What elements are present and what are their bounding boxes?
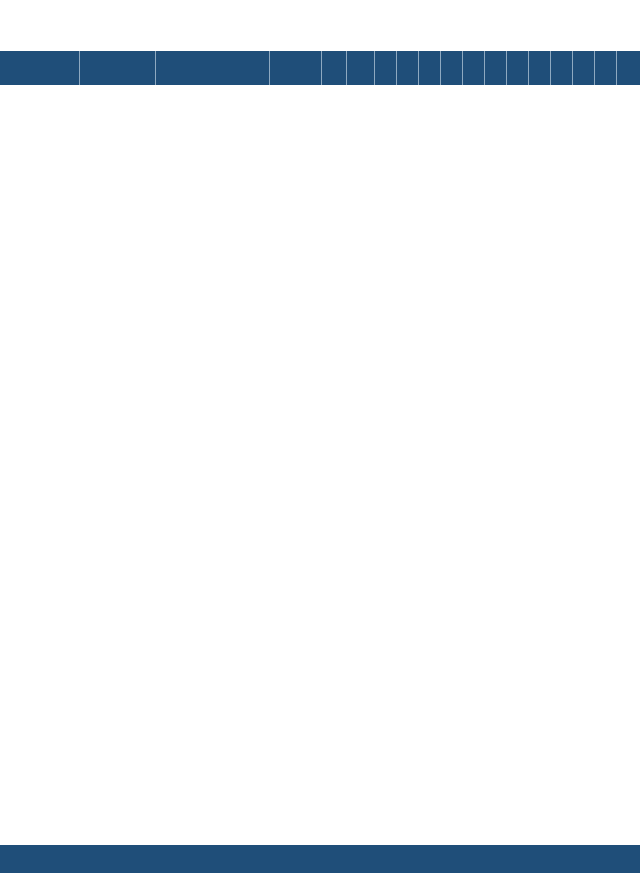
header-month-8 <box>529 51 551 85</box>
header-month-6 <box>485 51 507 85</box>
header-finance-subject <box>0 51 80 85</box>
header-month-11 <box>595 51 617 85</box>
header-month-3 <box>419 51 441 85</box>
page-title <box>0 0 640 51</box>
footnote <box>0 845 640 873</box>
cost-table <box>0 85 640 845</box>
header-admin-subject <box>80 51 156 85</box>
header-month-9 <box>551 51 573 85</box>
header-month-2 <box>397 51 419 85</box>
header-month-5 <box>463 51 485 85</box>
header-month-10 <box>573 51 595 85</box>
header-description <box>156 51 270 85</box>
header-actual <box>322 51 347 85</box>
header-month-1 <box>375 51 397 85</box>
header-ratio <box>347 51 375 85</box>
header-month-12 <box>617 51 640 85</box>
header-month-4 <box>441 51 463 85</box>
table-header <box>0 51 640 85</box>
header-month-7 <box>507 51 529 85</box>
header-budget <box>270 51 322 85</box>
